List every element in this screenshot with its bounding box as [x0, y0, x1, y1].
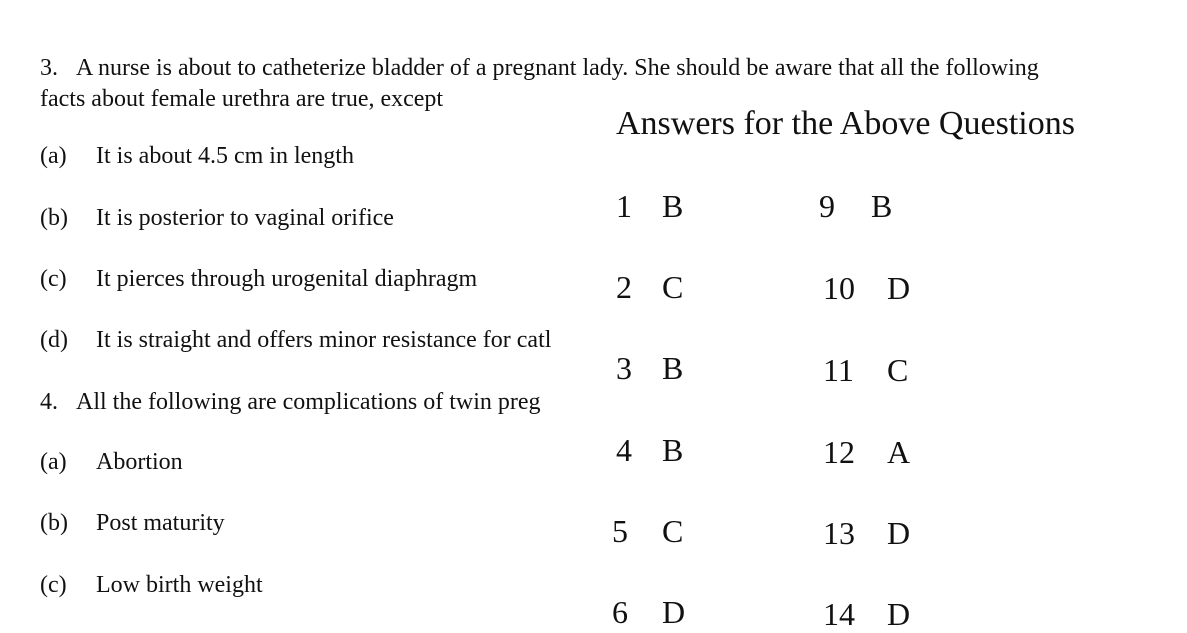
answer-letter: C [887, 352, 909, 388]
q3-option-a [40, 143, 354, 170]
answer-row [823, 434, 910, 471]
option-text: Abortion [96, 449, 183, 475]
answer-number: 6 [612, 594, 628, 630]
answer-letter: A [887, 434, 911, 470]
answer-row [823, 270, 910, 307]
answer-letter: C [662, 513, 684, 549]
answer-letter: D [887, 596, 911, 632]
answer-row [616, 269, 683, 306]
option-label: (b) [40, 205, 68, 231]
answer-key-title: Answers for the Above Questions [616, 105, 1075, 142]
answer-row [823, 515, 910, 552]
answer-number: 2 [616, 269, 632, 305]
option-label: (d) [40, 327, 68, 353]
answer-letter: B [662, 432, 684, 468]
answer-letter: D [887, 515, 911, 551]
question-4-number: 4. [40, 389, 58, 415]
q3-option-b [40, 205, 394, 232]
answer-number: 1 [616, 188, 632, 224]
answer-number: 14 [823, 596, 855, 632]
answer-row [819, 188, 892, 225]
option-label: (a) [40, 143, 67, 169]
option-label: (c) [40, 266, 67, 292]
question-4-stem [40, 389, 541, 416]
q4-option-b [40, 510, 225, 537]
answer-number: 4 [616, 432, 632, 468]
answer-number: 3 [616, 350, 632, 386]
answer-row [616, 432, 683, 469]
answer-number: 12 [823, 434, 855, 470]
q3-option-d [40, 327, 551, 354]
answer-letter: D [887, 270, 911, 306]
answer-number: 11 [823, 352, 854, 388]
q3-option-c [40, 266, 477, 293]
answer-letter: C [662, 269, 684, 305]
option-label: (b) [40, 510, 68, 536]
question-3-text: A nurse is about to catheterize bladder of a pregnant lady. She should be aware that all the following facts about female urethra are true, except [40, 55, 1039, 112]
answer-letter: B [662, 188, 684, 224]
option-text: It is straight and offers minor resistance for catl [96, 327, 552, 353]
option-text: Post maturity [96, 510, 225, 536]
answer-number: 9 [819, 188, 835, 224]
answer-number: 5 [612, 513, 628, 549]
answer-row [823, 596, 910, 633]
q4-option-a [40, 449, 183, 476]
answer-number: 10 [823, 270, 855, 306]
option-text: It is about 4.5 cm in length [96, 143, 354, 169]
option-text: Low birth weight [96, 572, 263, 598]
question-4-text: All the following are complications of twin preg [76, 389, 541, 415]
q4-option-c [40, 572, 263, 599]
answer-letter: D [662, 594, 686, 630]
answer-row [616, 350, 683, 387]
answer-number: 13 [823, 515, 855, 551]
option-label: (c) [40, 572, 67, 598]
answer-letter: B [662, 350, 684, 386]
option-text: It is posterior to vaginal orifice [96, 205, 394, 231]
answer-row [823, 352, 908, 389]
answer-row [612, 513, 683, 550]
answer-key-panel [606, 100, 1187, 630]
option-label: (a) [40, 449, 67, 475]
answer-row [616, 188, 683, 225]
question-3-number: 3. [40, 55, 58, 81]
answer-row [612, 594, 685, 631]
option-text: It pierces through urogenital diaphragm [96, 266, 478, 292]
answer-letter: B [871, 188, 893, 224]
